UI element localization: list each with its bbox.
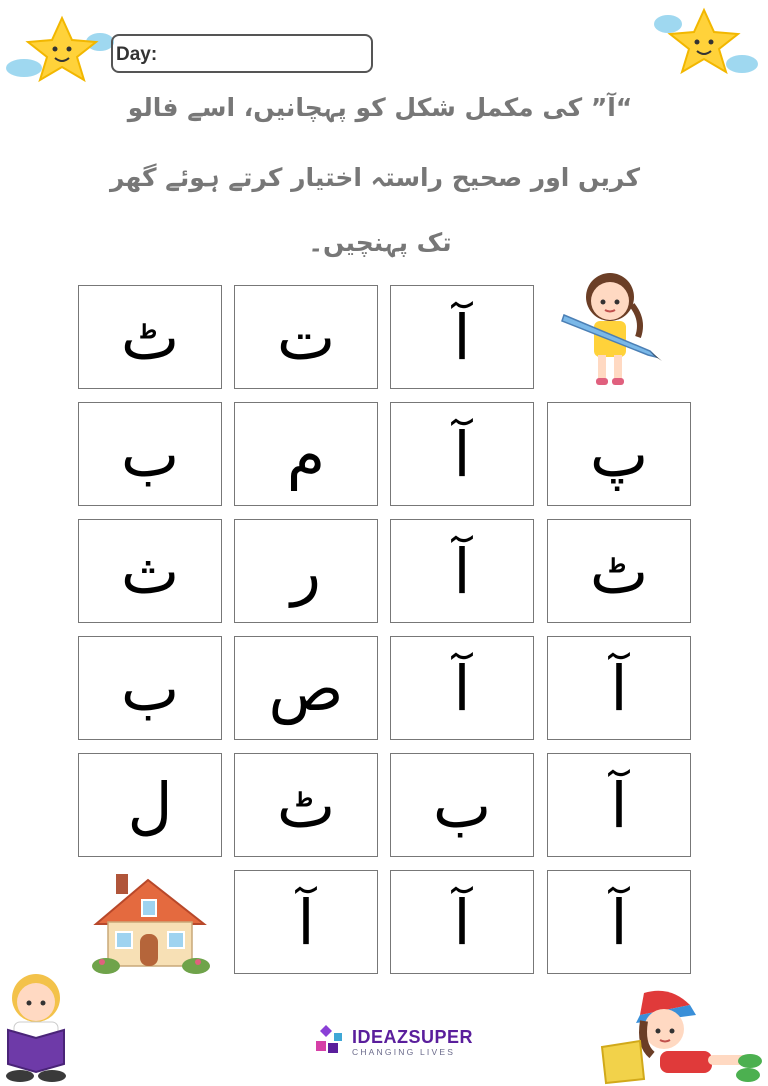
logo-tagline: CHANGING LIVES [352, 1047, 456, 1057]
star-icon [652, 2, 760, 80]
star-icon [4, 14, 116, 84]
letter-cell[interactable]: ٹ [78, 285, 222, 389]
house-icon [92, 872, 210, 974]
letter-cell[interactable]: ب [78, 402, 222, 506]
letter-cell[interactable]: ٹ [234, 753, 378, 857]
instruction-line-3: تک پہنچیں۔ [308, 228, 452, 257]
letter-cell[interactable]: آ [547, 870, 691, 974]
letter-cell[interactable]: ل [78, 753, 222, 857]
letter-cell[interactable]: ب [78, 636, 222, 740]
letter-cell[interactable]: آ [390, 402, 534, 506]
letter-cell[interactable]: آ [547, 636, 691, 740]
letter-cell[interactable]: ب [390, 753, 534, 857]
logo-mark-icon [314, 1023, 348, 1057]
girl-with-pencil-icon [558, 265, 668, 395]
logo-name: IDEAZSUPER [352, 1027, 474, 1047]
letter-cell[interactable]: ث [78, 519, 222, 623]
letter-cell[interactable]: ٹ [547, 519, 691, 623]
letter-cell[interactable]: آ [234, 870, 378, 974]
boy-reading-icon [0, 968, 72, 1084]
day-field[interactable]: Day: [111, 34, 373, 73]
letter-cell[interactable]: پ [547, 402, 691, 506]
letter-cell[interactable]: آ [390, 636, 534, 740]
girl-reading-icon [600, 985, 766, 1085]
letter-cell[interactable]: آ [390, 519, 534, 623]
letter-cell[interactable]: م [234, 402, 378, 506]
instruction-line-1: “آ” کی مکمل شکل کو پہچانیں، اسے فالو [127, 93, 633, 122]
instruction-line-2: کریں اور صحیح راستہ اختیار کرتے ہوئے گھر [109, 163, 640, 192]
letter-cell[interactable]: آ [390, 870, 534, 974]
letter-cell[interactable]: ص [234, 636, 378, 740]
letter-cell[interactable]: ر [234, 519, 378, 623]
letter-cell[interactable]: آ [390, 285, 534, 389]
letter-cell[interactable]: ت [234, 285, 378, 389]
letter-cell[interactable]: آ [547, 753, 691, 857]
